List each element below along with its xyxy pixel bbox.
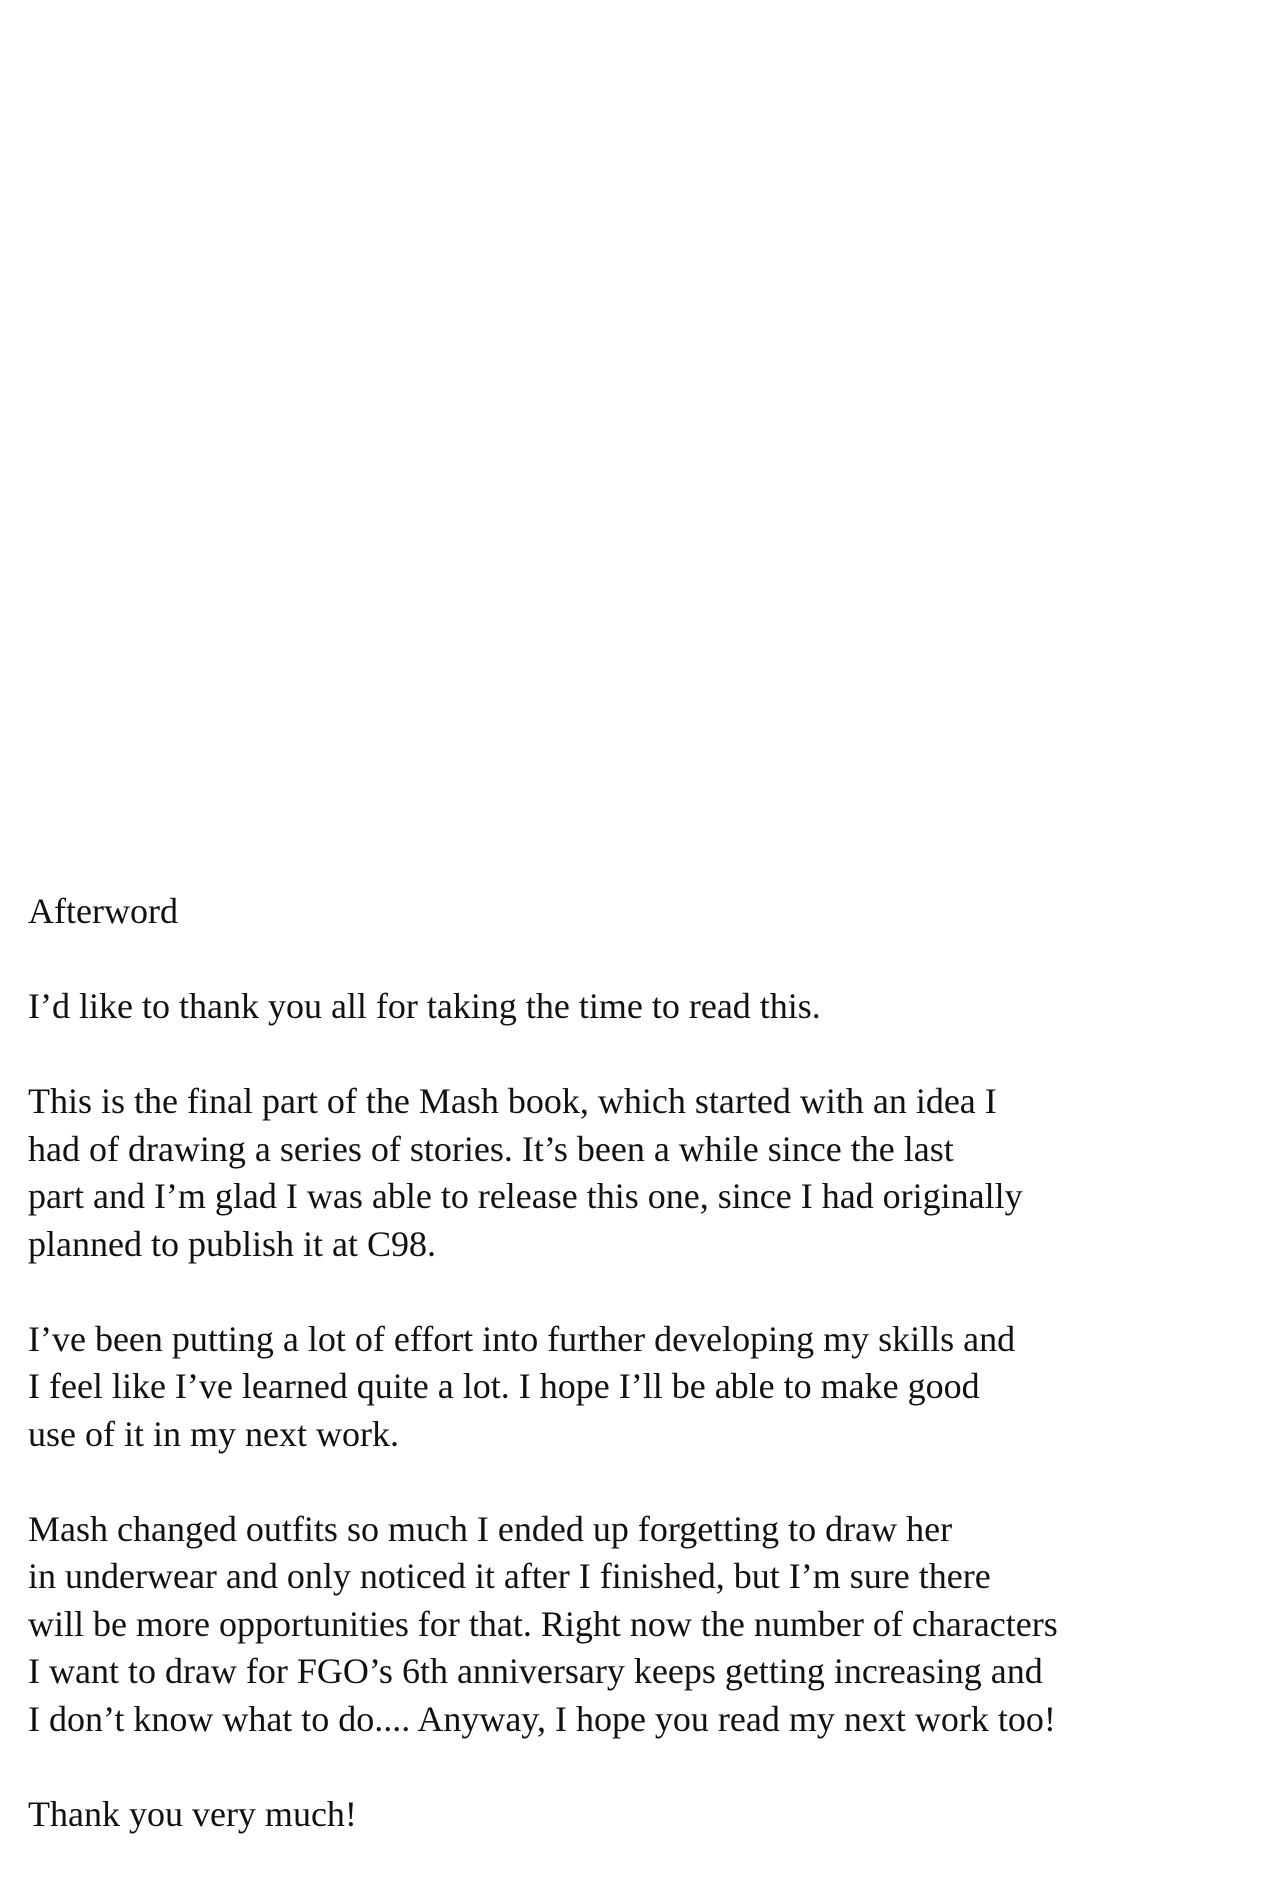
paragraph-line: in underwear and only noticed it after I finished, but I’m sure there (28, 1556, 991, 1596)
paragraph-line: I’ve been putting a lot of effort into further developing my skills and (28, 1318, 1016, 1359)
afterword-title: Afterword (28, 891, 178, 931)
paragraph-line: will be more opportunities for that. Right now the number of characters (28, 1603, 1058, 1644)
paragraph-line: Thank you very much! (28, 1793, 357, 1834)
paragraph-gap (28, 1268, 1258, 1316)
paragraph-line: I want to draw for FGO’s 6th anniversary keeps getting increasing and (28, 1651, 1043, 1691)
paragraph-outfits (28, 1506, 1258, 1744)
paragraph-line: I’d like to thank you all for taking the time to read this. (28, 986, 821, 1026)
paragraph-line: I feel like I’ve learned quite a lot. I hope I’ll be able to make good (28, 1366, 980, 1406)
paragraph-closing (28, 1791, 1258, 1839)
paragraph-line: had of drawing a series of stories. It’s been a while since the last (28, 1128, 954, 1169)
paragraph-gap (28, 936, 1258, 984)
paragraph-line: planned to publish it at C98. (28, 1223, 436, 1264)
paragraph-line: use of it in my next work. (28, 1413, 399, 1454)
paragraph-line: I don’t know what to do.... Anyway, I hope you read my next work too! (28, 1698, 1056, 1739)
paragraph-gap (28, 1743, 1258, 1791)
paragraph-line: Mash changed outfits so much I ended up forgetting to draw her (28, 1508, 953, 1549)
paragraph-skills (28, 1316, 1258, 1459)
paragraph-mash-book (28, 1078, 1258, 1268)
paragraph-gap (28, 1031, 1258, 1079)
paragraph-line: part and I’m glad I was able to release this one, since I had originally (28, 1176, 1023, 1216)
paragraph-thanks (28, 983, 1258, 1031)
afterword-text (28, 888, 1258, 1838)
paragraph-gap (28, 1458, 1258, 1506)
paragraph-line: This is the final part of the Mash book, which started with an idea I (28, 1081, 997, 1121)
